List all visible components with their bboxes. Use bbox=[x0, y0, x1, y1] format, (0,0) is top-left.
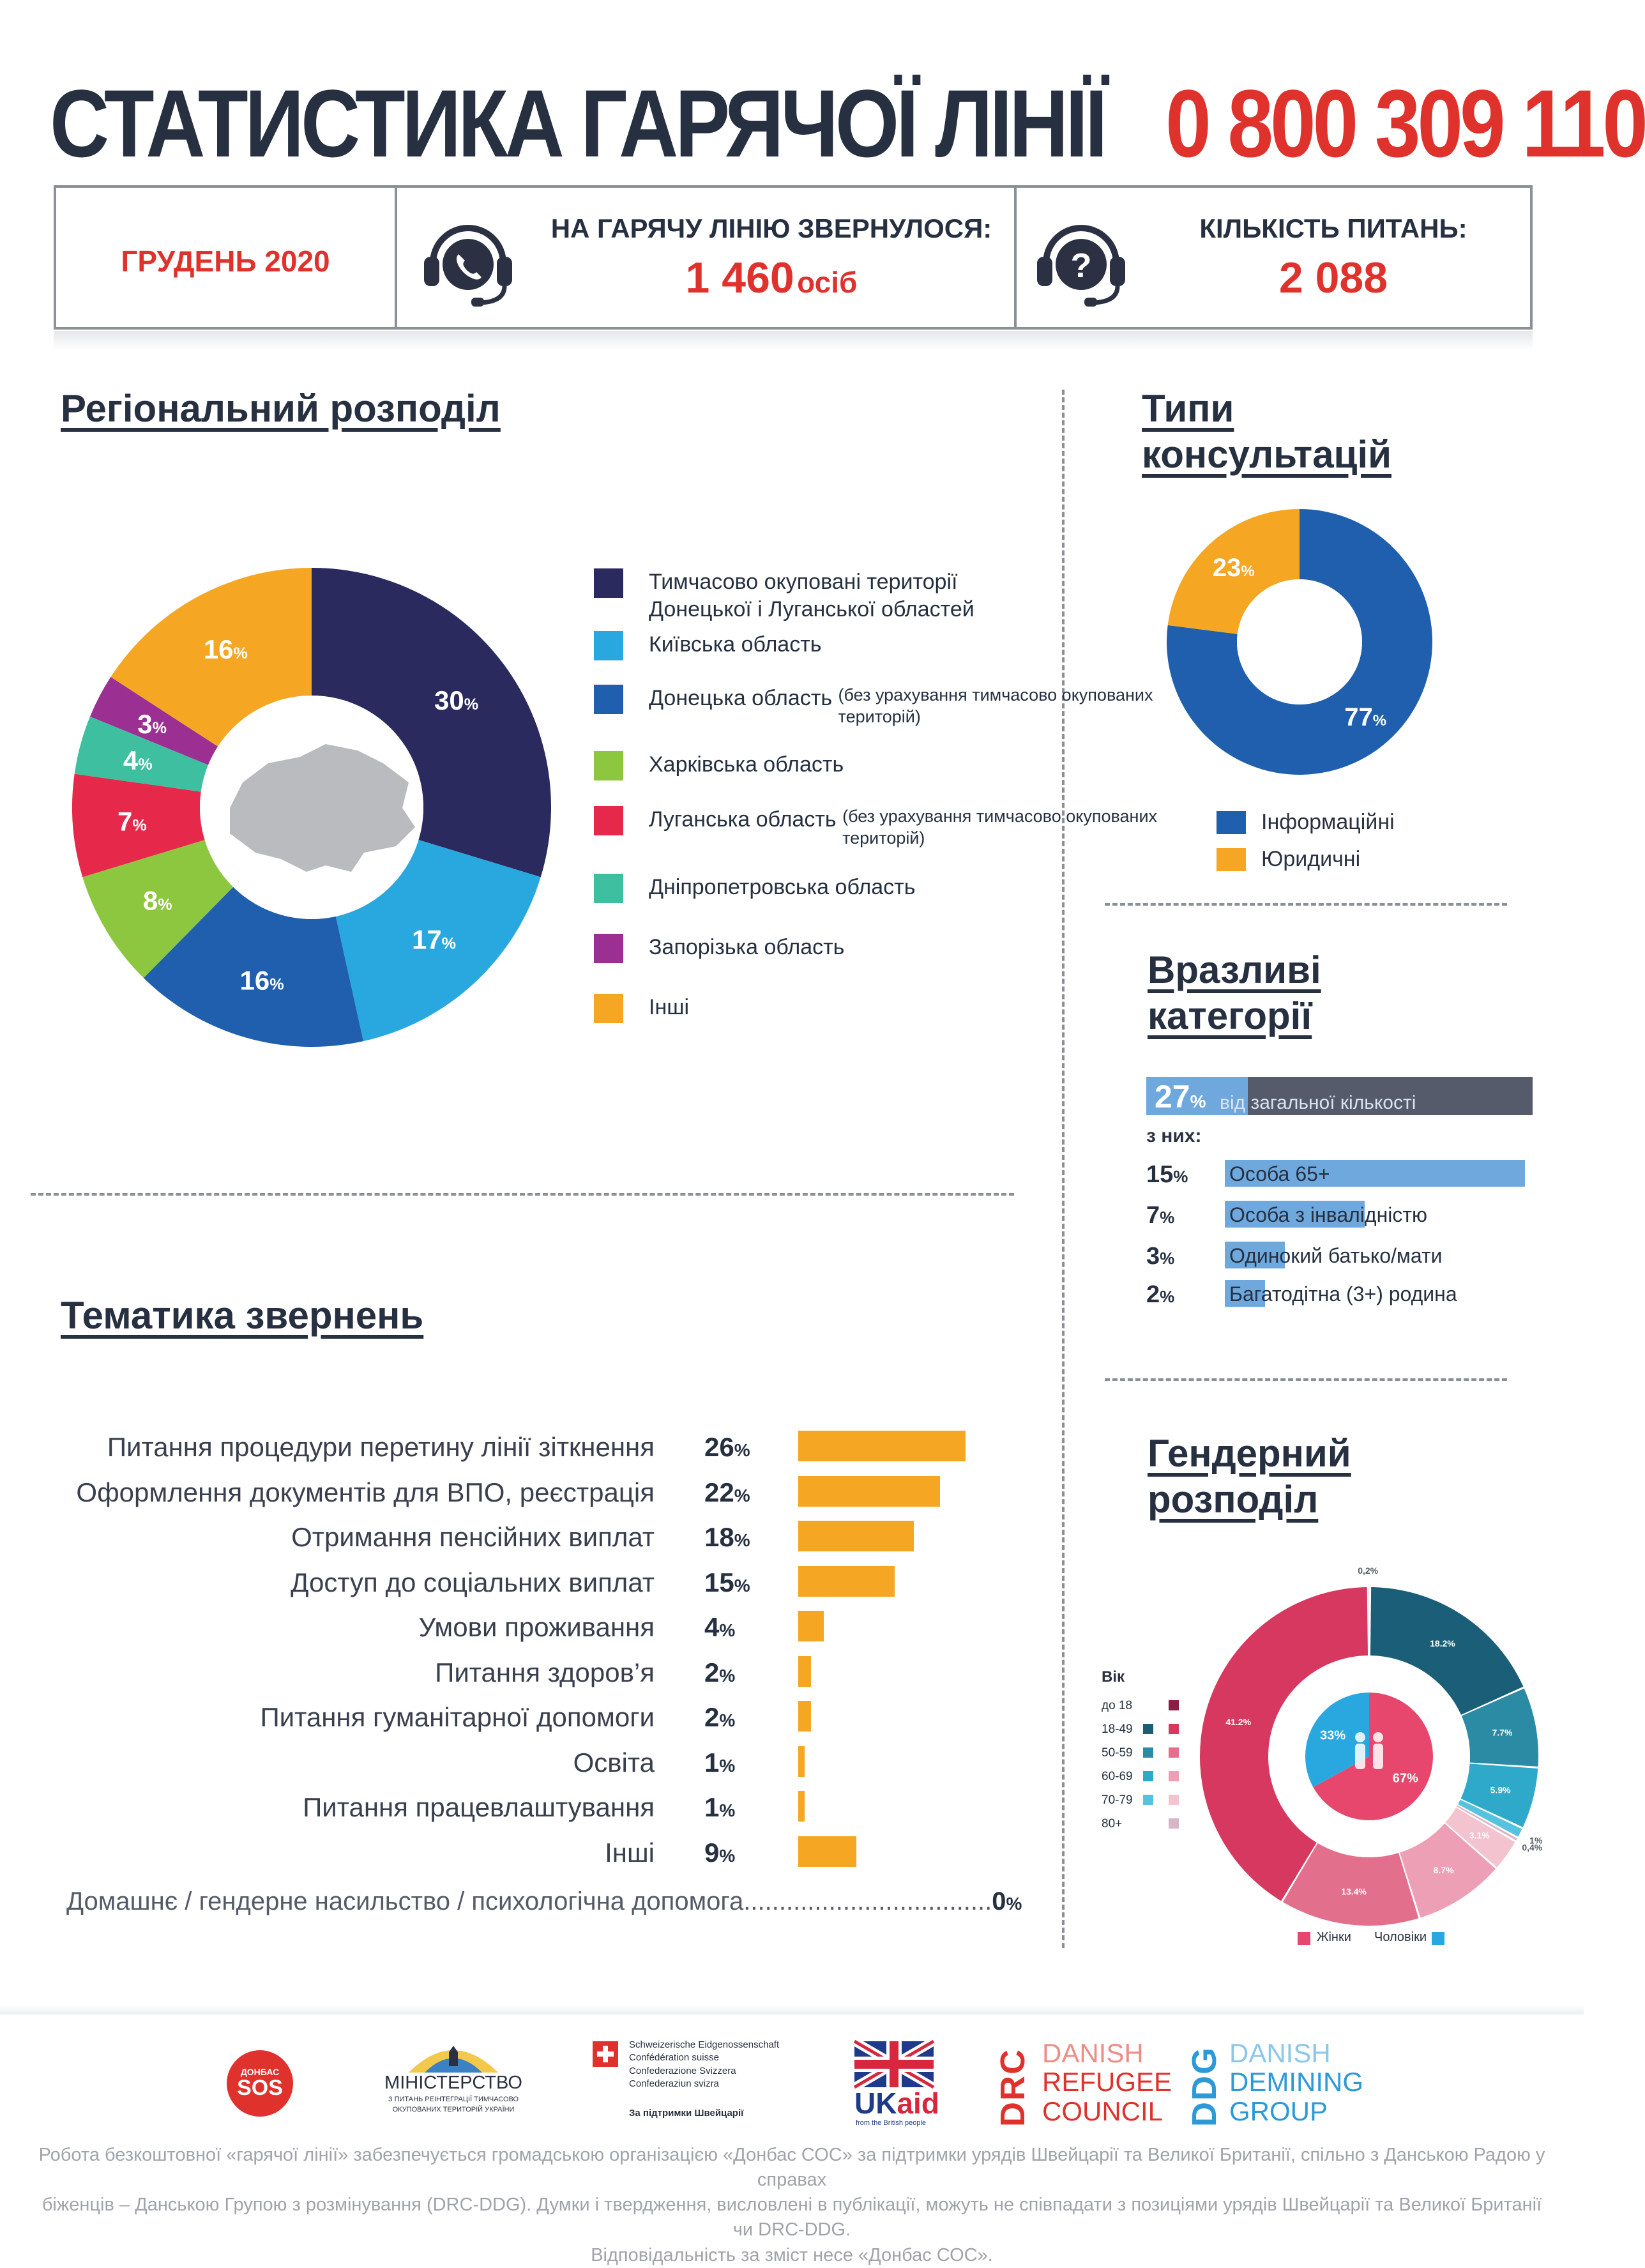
swiss-text bbox=[629, 2039, 779, 2090]
headset-question-icon bbox=[1033, 212, 1129, 308]
headset-phone-icon bbox=[420, 212, 516, 308]
legend-label: Запорізька область bbox=[649, 934, 844, 961]
topic-bar bbox=[798, 1791, 805, 1822]
period-label: ГРУДЕНЬ 2020 bbox=[56, 244, 395, 278]
vulnerable-total-unit: % bbox=[1190, 1092, 1206, 1111]
consult-heading-line2: консультацій bbox=[1142, 432, 1391, 478]
topic-value: 4% bbox=[704, 1612, 735, 1643]
vulnerable-label: Одинокий батько/мати bbox=[1229, 1244, 1443, 1268]
topic-row bbox=[0, 1654, 996, 1692]
legend-label: Харківська область bbox=[649, 751, 844, 779]
age-legend-label: 18-49 bbox=[1102, 1723, 1133, 1737]
calls-value: 1 460 bbox=[686, 254, 794, 302]
drc-abbr-text: DRC bbox=[993, 2048, 1033, 2127]
regional-label: 16% bbox=[204, 634, 248, 664]
regional-heading: Регіональний розподіл bbox=[61, 386, 501, 432]
consult-heading bbox=[1142, 386, 1391, 478]
swiss-line1: Schweizerische Eidgenossenschaft bbox=[629, 2039, 779, 2051]
page-title bbox=[50, 75, 1645, 171]
donbas-sos-logo bbox=[227, 2050, 293, 2117]
vulnerable-value: 2% bbox=[1146, 1281, 1174, 1309]
vulnerable-total-number: 27 bbox=[1155, 1079, 1190, 1115]
legend-label: Київська область bbox=[649, 631, 822, 658]
age-legend-title: Вік bbox=[1102, 1668, 1125, 1686]
ddg-line3: GROUP bbox=[1229, 2097, 1363, 2126]
footer-line2: біженців – Данською Групою з розмінування (DRC-DDG). Думки і твердження, висловлені в публікації, можуть не співпадати з позиціями урядів Швейцарії та Великої Британії чи DRC-DDG. bbox=[38, 2193, 1545, 2242]
drc-logo bbox=[1042, 2039, 1172, 2126]
legend-item bbox=[594, 631, 822, 660]
legend-item bbox=[594, 934, 844, 963]
age-legend-swatch bbox=[1143, 1795, 1153, 1805]
topics-bar-chart bbox=[0, 1428, 1022, 1888]
topic-row bbox=[0, 1428, 996, 1466]
ukaid-aid: aid bbox=[897, 2087, 939, 2120]
stats-shadow bbox=[54, 331, 1533, 350]
women-legend-label: Жінки bbox=[1317, 1930, 1351, 1945]
age-legend-swatch bbox=[1169, 1795, 1179, 1805]
footnote-unit: % bbox=[1006, 1894, 1022, 1914]
topic-label: Питання гуманітарної допомоги bbox=[0, 1702, 655, 1733]
swiss-line2: Confédération suisse bbox=[629, 2051, 779, 2064]
topic-value: 2% bbox=[704, 1657, 735, 1688]
section-divider bbox=[1105, 903, 1507, 906]
age-label: 5.9% bbox=[1490, 1785, 1511, 1795]
age-legend-swatch bbox=[1169, 1724, 1179, 1734]
topic-row bbox=[0, 1698, 996, 1737]
age-label: 18.2% bbox=[1430, 1638, 1455, 1648]
stats-divider bbox=[1014, 188, 1017, 327]
drc-line3: COUNCIL bbox=[1042, 2097, 1172, 2126]
ddg-abbr-text: DDG bbox=[1185, 2046, 1224, 2127]
topic-value: 2% bbox=[704, 1702, 735, 1733]
legend-label: Донецька область bbox=[649, 686, 832, 710]
topic-value: 1% bbox=[704, 1747, 735, 1778]
donbas-logo-bottom: SOS bbox=[227, 2077, 293, 2099]
topic-value: 1% bbox=[704, 1792, 735, 1823]
calls-count bbox=[529, 253, 1014, 303]
topic-label: Отримання пенсійних виплат bbox=[0, 1522, 655, 1553]
topic-value: 9% bbox=[704, 1838, 735, 1868]
drc-line1: DANISH bbox=[1042, 2039, 1172, 2067]
consult-label: 77% bbox=[1344, 703, 1386, 731]
legend-swatch bbox=[594, 994, 623, 1023]
footer-line3: Відповідальність за зміст несе «Донбас СОС». bbox=[38, 2243, 1545, 2268]
legend-swatch bbox=[594, 568, 623, 598]
ddg-abbr bbox=[1185, 2044, 1223, 2127]
column-divider bbox=[1062, 390, 1065, 1948]
ministry-title: МІНІСТЕРСТВО bbox=[380, 2073, 527, 2094]
age-legend-label: до 18 bbox=[1102, 1699, 1132, 1713]
legend-item bbox=[594, 806, 1162, 849]
topic-bar bbox=[798, 1656, 811, 1687]
age-legend-label: 60-69 bbox=[1102, 1770, 1133, 1784]
legend-label: Інформаційні bbox=[1261, 810, 1395, 835]
consult-label: 23% bbox=[1213, 554, 1255, 582]
age-label: 1% bbox=[1529, 1835, 1543, 1845]
donut-hole bbox=[1237, 579, 1362, 704]
topic-bar bbox=[798, 1611, 824, 1641]
topic-row bbox=[0, 1834, 996, 1872]
ddg-logo bbox=[1229, 2039, 1363, 2126]
legend-label: Дніпропетровська область bbox=[649, 874, 915, 901]
age-legend-swatch bbox=[1143, 1724, 1153, 1734]
vulnerable-heading-line1: Вразливі bbox=[1148, 947, 1321, 993]
topic-row bbox=[0, 1518, 996, 1556]
ministry-sub2: ОКУПОВАНИХ ТЕРИТОРІЙ УКРАЇНИ bbox=[380, 2106, 527, 2113]
vulnerable-heading bbox=[1148, 947, 1321, 1039]
legend-swatch bbox=[1217, 811, 1246, 834]
men-legend-label: Чоловіки bbox=[1374, 1930, 1427, 1945]
topic-row bbox=[0, 1564, 996, 1602]
uk-flag-icon bbox=[854, 2041, 934, 2087]
topics-heading: Тематика звернень bbox=[61, 1293, 423, 1339]
regional-label: 30% bbox=[434, 685, 478, 715]
topic-label: Оформлення документів для ВПО, реєстрація bbox=[0, 1477, 655, 1508]
section-divider bbox=[31, 1193, 1014, 1196]
section-divider bbox=[1105, 1378, 1507, 1381]
calls-unit: осіб bbox=[797, 266, 857, 299]
age-label: 7.7% bbox=[1492, 1728, 1513, 1738]
vulnerable-label: Особа з інвалідністю bbox=[1229, 1203, 1427, 1227]
topic-value: 15% bbox=[704, 1567, 750, 1598]
regional-label: 16% bbox=[240, 966, 284, 996]
topic-bar bbox=[798, 1836, 856, 1867]
topic-row bbox=[0, 1473, 996, 1512]
stats-divider bbox=[395, 188, 397, 327]
vulnerable-value: 7% bbox=[1146, 1202, 1174, 1229]
legend-swatch bbox=[594, 631, 623, 660]
age-legend-label: 80+ bbox=[1102, 1817, 1122, 1831]
age-legend-label: 50-59 bbox=[1102, 1746, 1133, 1760]
swiss-flag-icon bbox=[593, 2041, 618, 2067]
vulnerable-row bbox=[1146, 1201, 1529, 1230]
legend-swatch bbox=[1217, 848, 1246, 871]
age-legend-swatch bbox=[1169, 1818, 1179, 1829]
gender-heading-line2: розподіл bbox=[1148, 1477, 1351, 1523]
footer-disclaimer bbox=[38, 2143, 1545, 2268]
gender-label: 67% bbox=[1393, 1772, 1418, 1786]
footnote-dots: ................................... bbox=[743, 1887, 992, 1915]
vulnerable-label: Багатодітна (3+) родина bbox=[1229, 1282, 1457, 1306]
drc-line2: REFUGEE bbox=[1042, 2067, 1172, 2096]
women-legend-swatch bbox=[1298, 1932, 1310, 1945]
topic-row bbox=[0, 1788, 996, 1827]
gender-age-donut-chart bbox=[1201, 1555, 1571, 1951]
topic-bar bbox=[798, 1701, 811, 1731]
regional-donut-chart bbox=[57, 546, 568, 1057]
calls-label: НА ГАРЯЧУ ЛІНІЮ ЗВЕРНУЛОСЯ: bbox=[529, 213, 1014, 244]
topic-label: Доступ до соціальних виплат bbox=[0, 1567, 655, 1598]
topic-row bbox=[0, 1744, 996, 1782]
questions-value: 2 088 bbox=[1142, 253, 1525, 303]
drc-abbr bbox=[993, 2044, 1031, 2127]
age-legend-swatch bbox=[1169, 1700, 1179, 1710]
age-label: 41.2% bbox=[1225, 1717, 1251, 1727]
vulnerable-label: Особа 65+ bbox=[1229, 1162, 1330, 1186]
vulnerable-row bbox=[1146, 1280, 1529, 1309]
footer-shadow bbox=[0, 2005, 1584, 2014]
age-label: 0,4% bbox=[1522, 1843, 1542, 1853]
regional-label: 8% bbox=[143, 886, 172, 916]
stats-box bbox=[54, 185, 1533, 330]
ukaid-uk: UK bbox=[854, 2087, 897, 2120]
age-label: 8.7% bbox=[1434, 1865, 1454, 1875]
age-label: 13.4% bbox=[1341, 1887, 1367, 1897]
svg-text:?: ? bbox=[1071, 247, 1092, 285]
age-legend-swatch bbox=[1143, 1771, 1153, 1781]
ddg-line2: DEMINING bbox=[1229, 2067, 1363, 2096]
regional-label: 17% bbox=[412, 925, 456, 955]
swiss-line3: Confederazione Svizzera bbox=[629, 2065, 779, 2078]
vulnerable-value: 15% bbox=[1146, 1161, 1188, 1189]
age-legend-swatch bbox=[1143, 1747, 1153, 1758]
topic-bar bbox=[798, 1476, 940, 1507]
topic-label: Питання працевлаштування bbox=[0, 1792, 655, 1823]
vulnerable-heading-line2: категорії bbox=[1148, 993, 1321, 1039]
age-legend-swatch bbox=[1169, 1771, 1179, 1781]
topic-label: Освіта bbox=[0, 1747, 655, 1778]
swiss-line4: Confederaziun svizra bbox=[629, 2078, 779, 2090]
legend-item bbox=[594, 874, 915, 903]
regional-label: 7% bbox=[118, 807, 147, 837]
legend-swatch bbox=[594, 751, 623, 780]
vulnerable-row bbox=[1146, 1160, 1529, 1189]
footnote-value: 0 bbox=[992, 1887, 1006, 1915]
topic-label: Питання процедури перетину лінії зіткнення bbox=[0, 1432, 655, 1463]
swiss-support: За підтримки Швейцарії bbox=[629, 2108, 743, 2119]
vulnerable-subheader: з них: bbox=[1146, 1125, 1201, 1147]
topic-value: 18% bbox=[704, 1522, 750, 1553]
legend-label: Тимчасово окуповані території Донецької і Луганської областей bbox=[649, 568, 1006, 623]
ddg-line1: DANISH bbox=[1229, 2039, 1363, 2067]
questions-label: КІЛЬКІСТЬ ПИТАНЬ: bbox=[1142, 213, 1525, 244]
vulnerable-total-value bbox=[1155, 1078, 1206, 1115]
regional-label: 4% bbox=[123, 745, 153, 775]
gender-heading bbox=[1148, 1431, 1351, 1523]
legend-swatch bbox=[594, 934, 623, 963]
topic-bar bbox=[798, 1521, 914, 1551]
legend-item bbox=[594, 994, 689, 1023]
legend-swatch bbox=[594, 874, 623, 903]
topic-bar bbox=[798, 1431, 966, 1461]
topic-value: 26% bbox=[704, 1432, 750, 1463]
gender-label: 33% bbox=[1320, 1728, 1346, 1742]
ukaid-logo bbox=[854, 2086, 939, 2120]
men-legend-swatch bbox=[1432, 1932, 1444, 1945]
gender-heading-line1: Гендерний bbox=[1148, 1431, 1351, 1477]
topic-bar bbox=[798, 1746, 805, 1777]
title-text: СТАТИСТИКА ГАРЯЧОЇ ЛІНІЇ bbox=[50, 70, 1104, 177]
legend-item bbox=[594, 568, 1006, 623]
legend-swatch bbox=[594, 685, 623, 714]
legend-note: (без урахування тимчасово окупованих територій) bbox=[842, 806, 1162, 849]
vulnerable-total-label: від загальної кількості bbox=[1220, 1092, 1416, 1114]
topic-value: 22% bbox=[704, 1477, 750, 1508]
consult-donut-chart bbox=[1159, 501, 1440, 782]
topic-label: Питання здоров’я bbox=[0, 1657, 655, 1688]
vulnerable-value: 3% bbox=[1146, 1243, 1174, 1270]
ministry-sub1: З ПИТАНЬ РЕІНТЕГРАЦІЇ ТИМЧАСОВО bbox=[380, 2096, 527, 2103]
vulnerable-row bbox=[1146, 1242, 1529, 1271]
footer-line1: Робота безкоштовної «гарячої лінії» забезпечується громадською організацією «Донбас СОС» за підтримки урядів Швейцарії та Великої Британії, спільно з Данською Радою у справах bbox=[38, 2143, 1545, 2193]
topic-bar bbox=[798, 1566, 895, 1597]
legend-item bbox=[594, 685, 1158, 728]
ministry-logo bbox=[380, 2041, 527, 2127]
topic-label: Умови проживання bbox=[0, 1612, 655, 1643]
legend-item bbox=[594, 751, 844, 780]
legend-label: Юридичні bbox=[1261, 847, 1360, 872]
ukaid-sub: from the British people bbox=[856, 2119, 926, 2127]
legend-label: Інші bbox=[649, 994, 689, 1021]
age-legend-label: 70-79 bbox=[1102, 1793, 1133, 1808]
legend-note: (без урахування тимчасово окупованих територій) bbox=[838, 685, 1158, 728]
ministry-emblem-icon bbox=[406, 2041, 501, 2073]
topic-label: Інші bbox=[0, 1838, 655, 1868]
consult-heading-line1: Типи bbox=[1142, 386, 1391, 432]
age-legend-swatch bbox=[1169, 1747, 1179, 1758]
regional-label: 3% bbox=[137, 709, 167, 739]
hotline-phone[interactable]: 0 800 309 110 bbox=[1165, 70, 1645, 177]
topic-row bbox=[0, 1608, 996, 1647]
age-label: 0,2% bbox=[1358, 1565, 1378, 1576]
footnote-label: Домашнє / гендерне насильство / психологічна допомога bbox=[66, 1887, 743, 1915]
age-label: 3.1% bbox=[1469, 1830, 1490, 1841]
topics-footnote bbox=[66, 1887, 1022, 1916]
legend-swatch bbox=[594, 806, 623, 835]
donbas-logo-top: ДОНБАС bbox=[227, 2067, 293, 2077]
legend-label: Луганська область bbox=[649, 807, 837, 832]
